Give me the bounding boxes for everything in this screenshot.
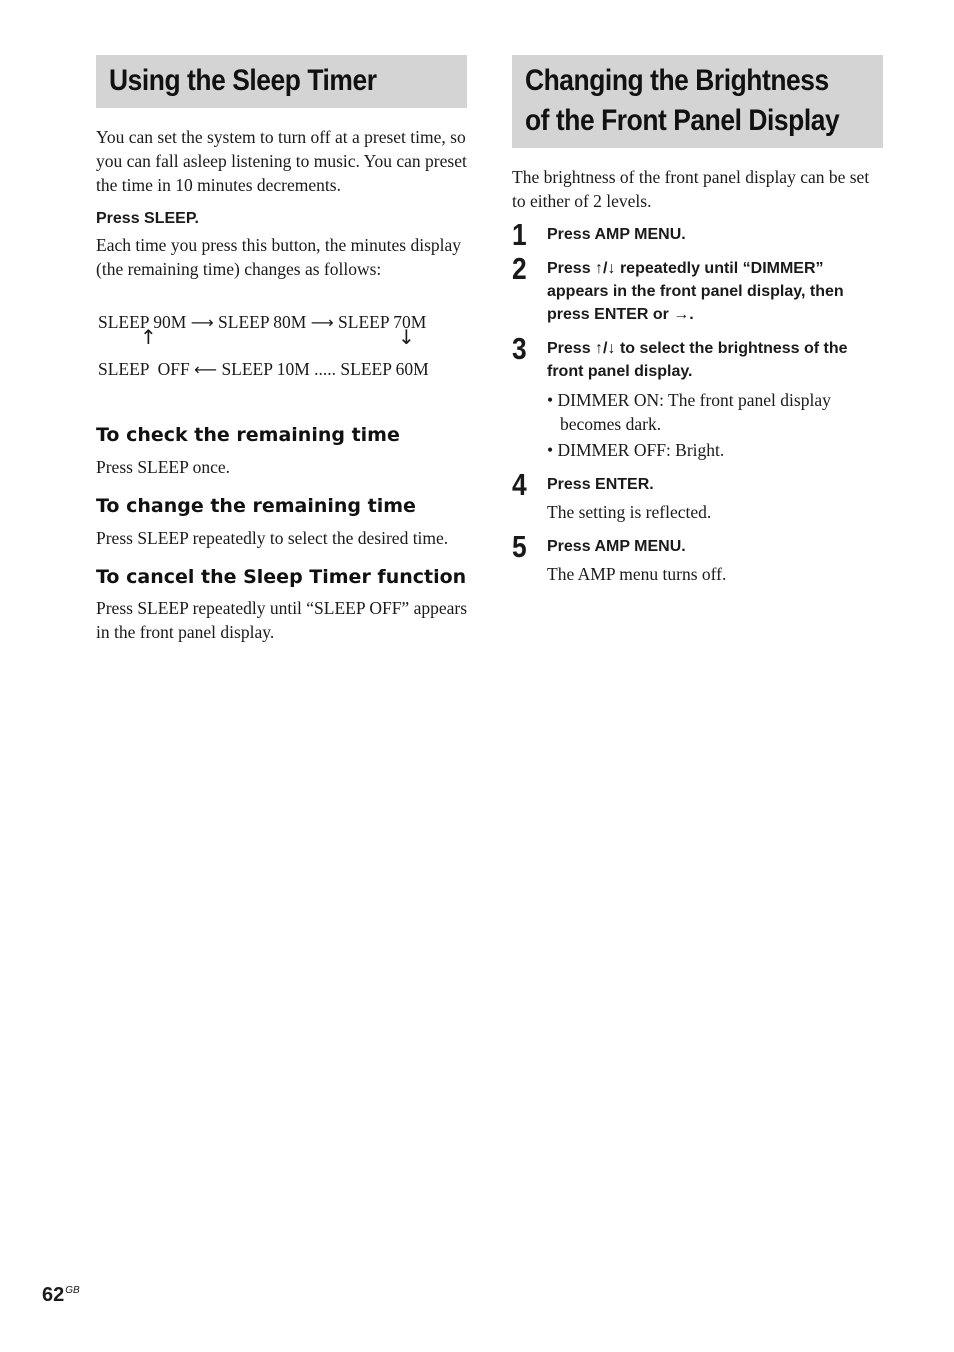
- ellipsis-dots: .....: [314, 359, 337, 379]
- step-1: [512, 217, 883, 252]
- down-arrow-icon: ↓: [398, 325, 415, 349]
- sleep-cycle-diagram: [96, 311, 467, 387]
- step-number: 5: [512, 529, 527, 564]
- check-remaining-time-text: Press SLEEP once.: [96, 457, 230, 477]
- step-result: The setting is reflected.: [547, 502, 712, 522]
- change-remaining-time-text: Press SLEEP repeatedly to select the desired time.: [96, 528, 449, 548]
- sleep-cycle-bottom-row: [98, 358, 429, 381]
- page-region-suffix: GB: [65, 1285, 80, 1296]
- step-number: 3: [512, 331, 527, 366]
- page-number: $62^{GB}$: [42, 1284, 80, 1306]
- step-number: 1: [512, 217, 527, 252]
- sleep-timer-section: [96, 55, 467, 644]
- step-instruction: Press ↑/↓ to select the brightness of the front panel display.: [547, 340, 848, 380]
- press-sleep-description: Each time you press this button, the minutes display (the remaining time) changes as follows:: [96, 235, 462, 279]
- cancel-sleep-timer-text: Press SLEEP repeatedly until “SLEEP OFF” appears in the front panel display.: [96, 598, 468, 642]
- sleep-timer-heading: Using the Sleep Timer: [96, 55, 467, 108]
- step-3: [512, 331, 883, 462]
- step-instruction: Press AMP MENU.: [547, 538, 686, 555]
- sleep-90m-label: SLEEP 90M: [98, 312, 187, 332]
- sleep-80m-label: SLEEP 80M: [218, 312, 307, 332]
- step-number: 2: [512, 251, 527, 286]
- sleep-10m-label: SLEEP 10M: [221, 359, 310, 379]
- step-instruction: Press ENTER.: [547, 476, 654, 493]
- bullet-item: • DIMMER OFF: Bright.: [547, 440, 725, 460]
- sleep-off-label: SLEEP OFF: [98, 359, 190, 379]
- step-4: [512, 467, 883, 524]
- press-sleep-instruction: Press SLEEP.: [96, 210, 199, 227]
- right-arrow-icon: ⟶: [190, 313, 214, 332]
- change-remaining-time-heading: To change the remaining time: [96, 495, 416, 517]
- step-instruction: Press AMP MENU.: [547, 226, 686, 243]
- step-result: The AMP menu turns off.: [547, 564, 727, 584]
- sleep-70m-label: SLEEP 70M: [338, 312, 427, 332]
- right-arrow-icon: ⟶: [310, 313, 334, 332]
- check-remaining-time-heading: To check the remaining time: [96, 424, 400, 446]
- up-down-arrow-icon: ↑/↓: [595, 260, 616, 277]
- step-5: [512, 529, 883, 586]
- left-arrow-icon: ⟵: [194, 360, 218, 379]
- brightness-heading: Changing the Brightness of the Front Panel Display: [512, 55, 883, 148]
- up-down-arrow-icon: ↑/↓: [595, 340, 616, 357]
- step-number: 4: [512, 467, 527, 502]
- step-2: [512, 251, 883, 326]
- bullet-item: • DIMMER ON: The front panel display becomes dark.: [547, 390, 831, 434]
- step-instruction: Press ↑/↓ repeatedly until “DIMMER” appears in the front panel display, then press ENTER or →.: [547, 260, 844, 323]
- cancel-sleep-timer-heading: To cancel the Sleep Timer function: [96, 566, 467, 588]
- brightness-intro: The brightness of the front panel display can be set to either of 2 levels.: [512, 167, 870, 211]
- sleep-60m-label: SLEEP 60M: [340, 359, 429, 379]
- up-arrow-icon: ↑: [140, 325, 157, 349]
- right-arrow-icon: →: [673, 306, 690, 323]
- brightness-section: [512, 55, 883, 586]
- sleep-timer-intro: You can set the system to turn off at a preset time, so you can fall asleep listening to music. You can preset the time in 10 minutes decrements.: [96, 127, 467, 195]
